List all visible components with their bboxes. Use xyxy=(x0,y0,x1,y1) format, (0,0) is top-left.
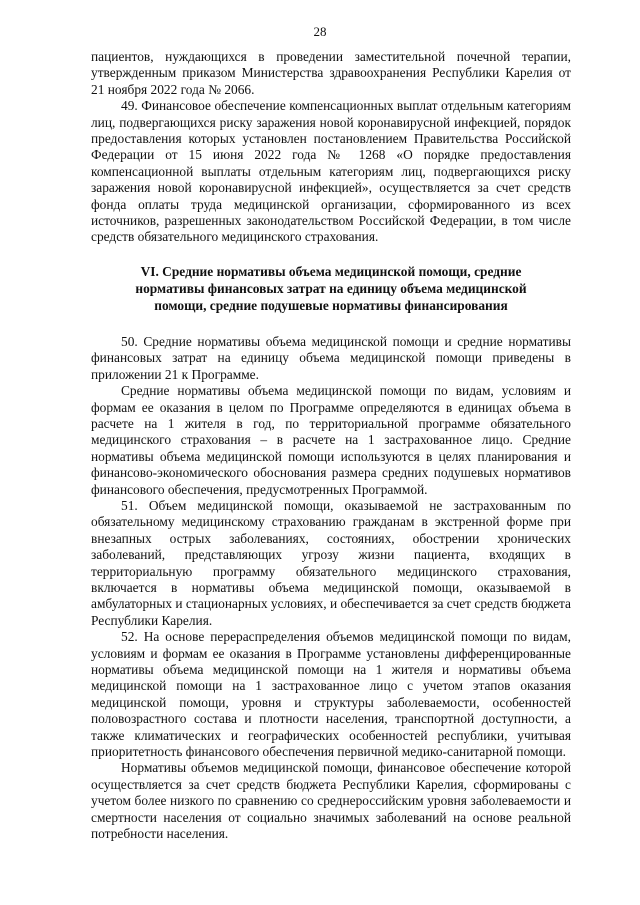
paragraph-52-continued: Нормативы объемов медицинской помощи, финансовое обеспечение которой осуществляется за счет средств бюджета Республики Карелия, сформированы с учетом более низкого по сравнению со среднероссийским уровня заболеваемости и смертности населения от социально значимых заболеваний на основе реальной потребности населения. xyxy=(91,760,571,842)
paragraph-50-continued: Средние нормативы объема медицинской помощи по видам, условиям и формам ее оказания в целом по Программе определяются в единицах объема в расчете на 1 жителя в год, по территориальной программе обязательного медицинского страхования – в расчете на 1 застрахованное лицо. Средние нормативы объема медицинской помощи используются в целях планирования и финансово-экономического обоснования размера средних подушевых нормативов финансового обеспечения, предусмотренных Программой. xyxy=(91,383,571,497)
document-body xyxy=(91,49,571,842)
paragraph-continuation: пациентов, нуждающихся в проведении заместительной почечной терапии, утвержденным приказом Министерства здравоохранения Республики Карелия от 21 ноября 2022 года № 2066. xyxy=(91,49,571,97)
paragraph-49: 49. Финансовое обеспечение компенсационных выплат отдельным категориям лиц, подвергающихся риску заражения новой коронавирусной инфекцией, порядок предоставления которых установлен постановлением Правительства Российской Федерации от 15 июня 2022 года № 1268 «О порядке предоставления компенсационной выплаты отдельным категориям лиц, подвергающихся риску заражения новой коронавирусной инфекцией», осуществляется за счет средств фонда оплаты труда медицинской организации, сформированного из всех источников, разрешенных законодательством Российской Федерации, в том числе средств обязательного медицинского страхования. xyxy=(91,98,571,245)
paragraph-51: 51. Объем медицинской помощи, оказываемой не застрахованным по обязательному медицинскому страхованию гражданам в экстренной форме при внезапных острых заболеваниях, состояниях, обострении хронических заболеваний, представляющих угрозу жизни пациента, входящих в территориальную программу обязательного медицинского страхования, включается в нормативы объема медицинской помощи, оказываемой в амбулаторных и стационарных условиях, и обеспечивается за счет средств бюджета Республики Карелия. xyxy=(91,497,571,628)
section-heading-line-3: помощи, средние подушевые нормативы финансирования xyxy=(154,297,508,313)
paragraph-52: 52. На основе перераспределения объемов медицинской помощи по видам, условиям и формам ее оказания в Программе установлены дифференцированные нормативы объема медицинской помощи на 1 жителя и нормативы объема медицинской помощи на 1 застрахованное лицо с учетом этапов оказания медицинской помощи, уровня и структуры заболеваемости, особенностей половозрастного состава и плотности населения, транспортной доступности, а также климатических и географических особенностей республики, учитывая приоритетность финансового обеспечения первичной медико-санитарной помощи. xyxy=(91,629,571,760)
section-heading-line-2: нормативы финансовых затрат на единицу объема медицинской xyxy=(135,280,527,296)
section-heading-line-1: VI. Средние нормативы объема медицинской помощи, средние xyxy=(140,263,522,279)
paragraph-50: 50. Средние нормативы объема медицинской помощи и средние нормативы финансовых затрат на единицу объема медицинской помощи приведены в приложении 21 к Программе. xyxy=(91,333,571,382)
page-number: 28 xyxy=(313,24,327,39)
section-heading xyxy=(91,263,571,314)
